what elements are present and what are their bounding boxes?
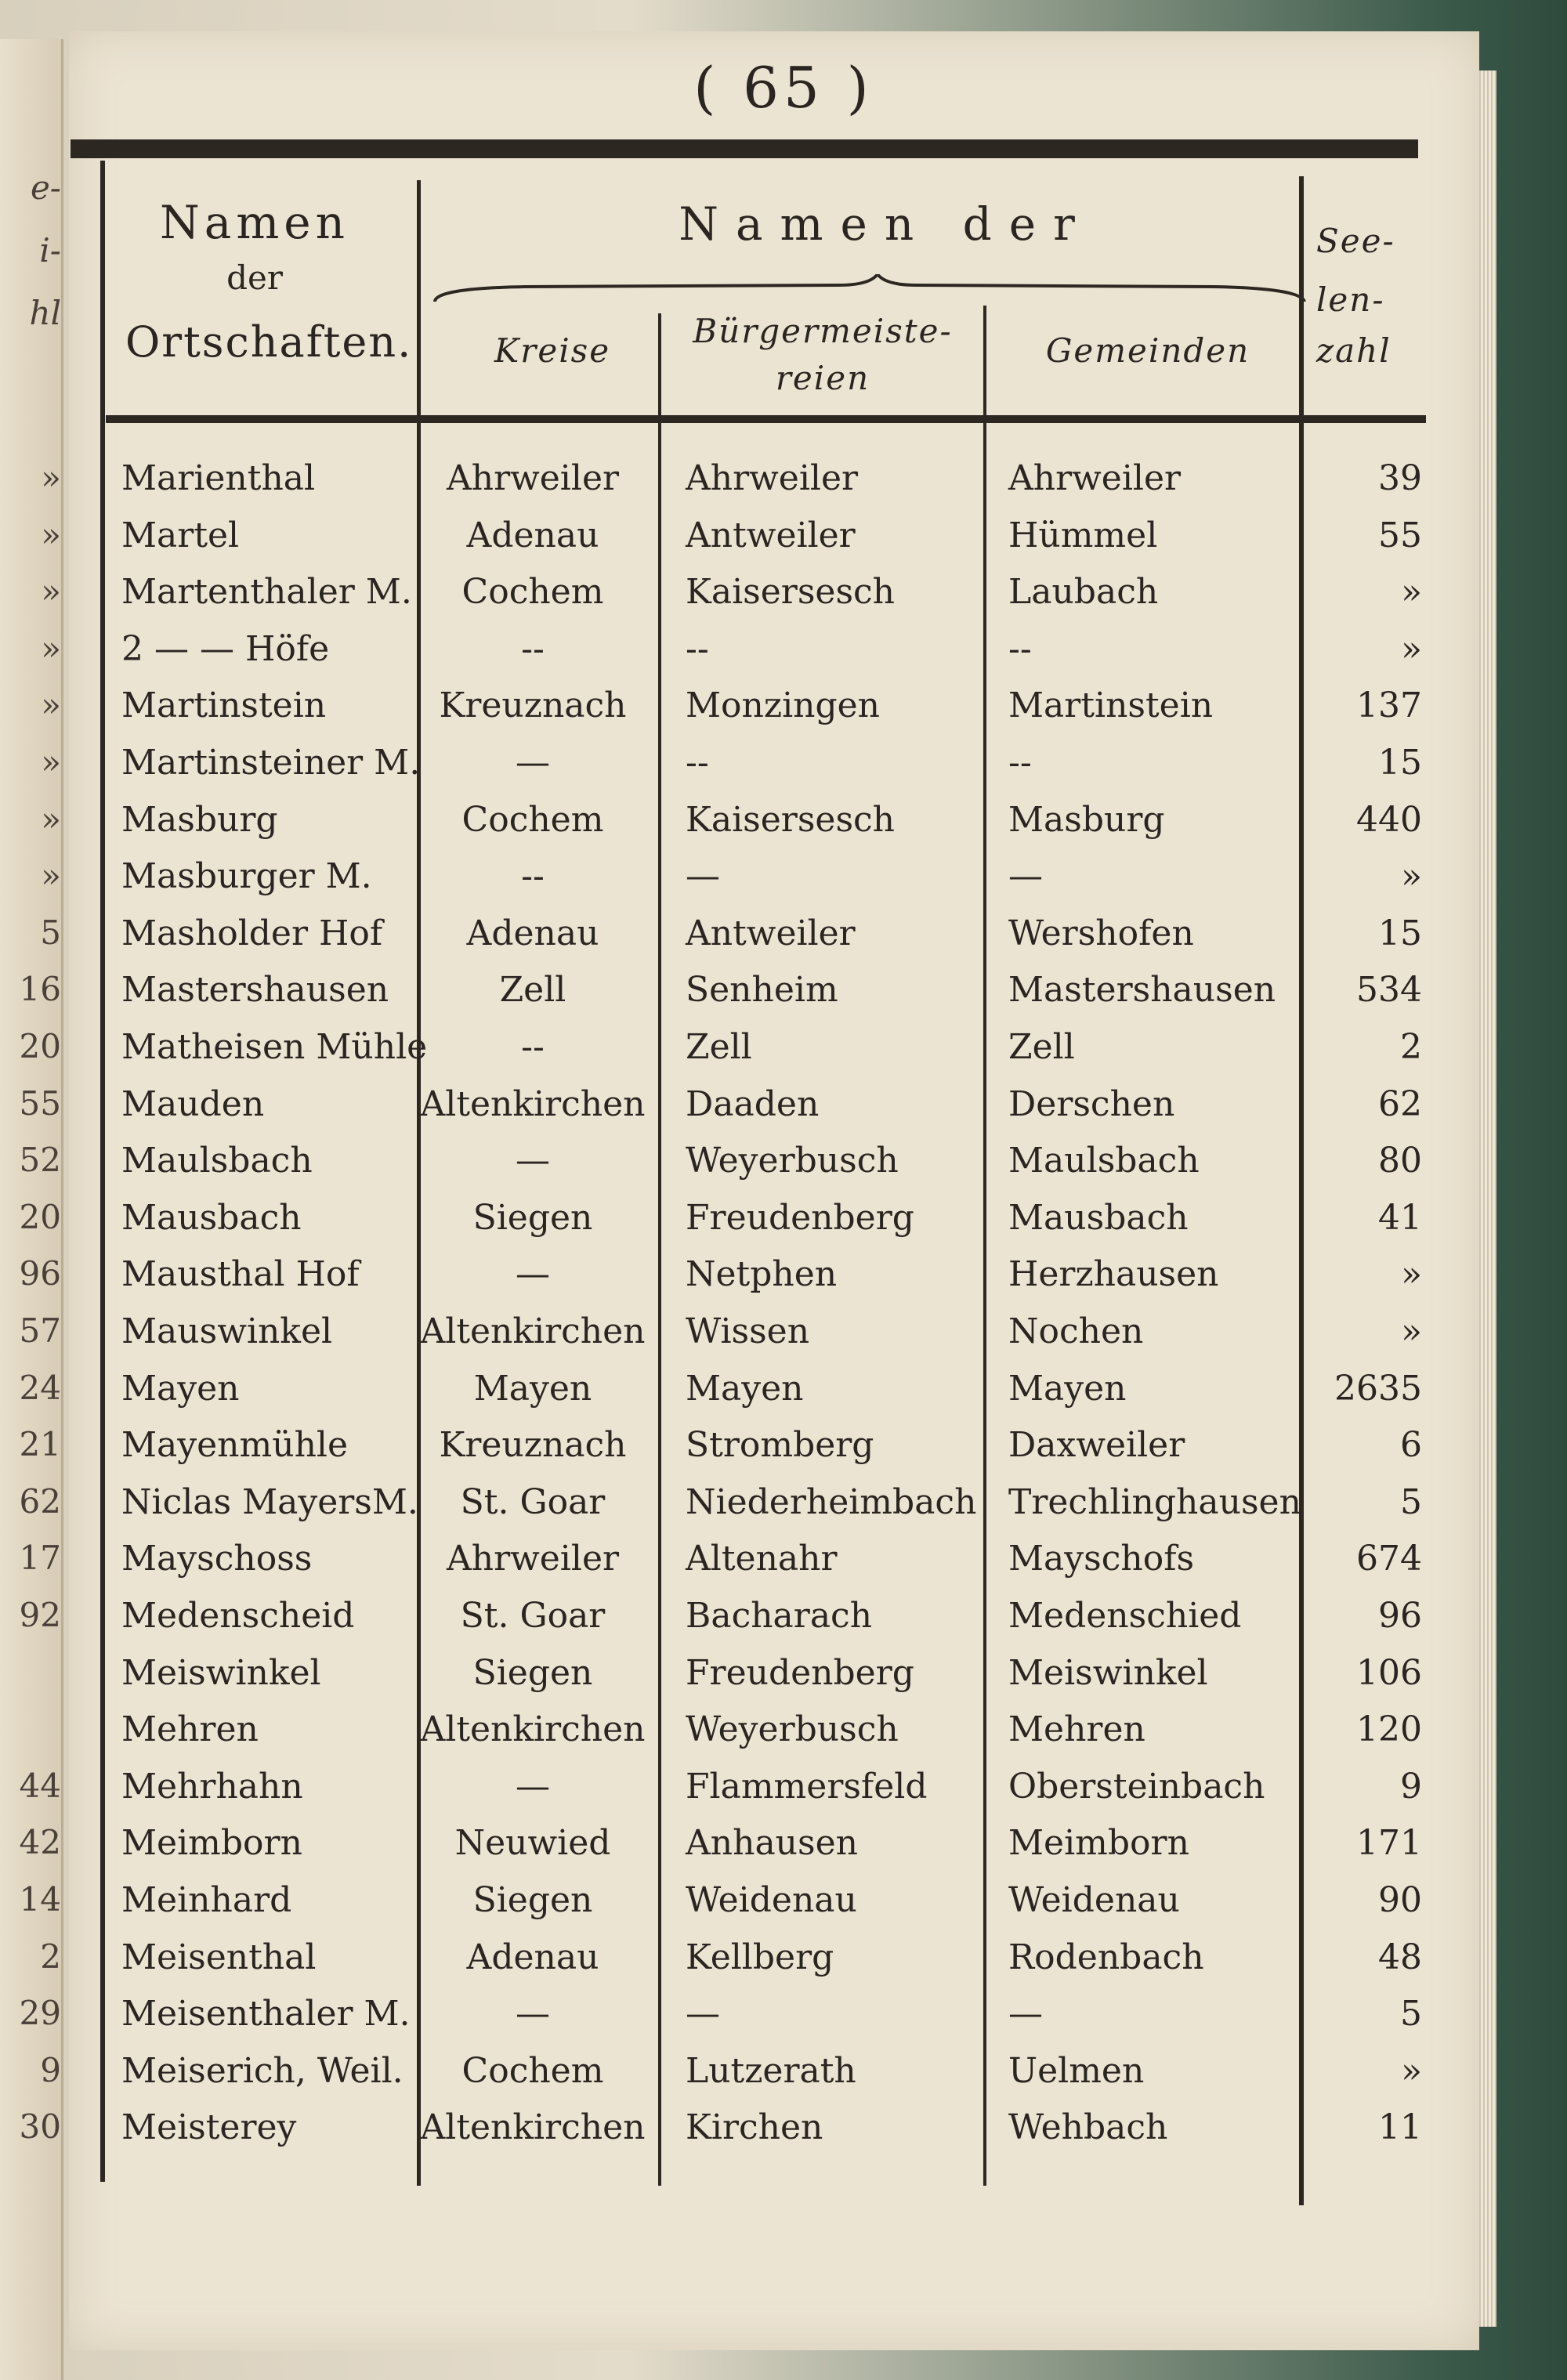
header-namen-der: Namen der bbox=[679, 197, 1092, 251]
cell-buergermeisterei: Daaden bbox=[686, 1083, 820, 1124]
cell-buergermeisterei: Monzingen bbox=[686, 685, 881, 726]
cell-place-name: Meisenthaler M. bbox=[121, 1994, 411, 2035]
cell-gemeinde: — bbox=[1008, 1994, 1043, 2035]
left-page-row-fragment: 44 bbox=[19, 1766, 61, 1805]
cell-seelenzahl: » bbox=[1401, 2050, 1422, 2091]
cell-kreis: Cochem bbox=[461, 2050, 604, 2091]
left-page-row-fragment: 29 bbox=[19, 1994, 61, 2033]
cell-seelenzahl: 5 bbox=[1400, 1994, 1422, 2035]
cell-place-name: Mausbach bbox=[121, 1197, 302, 1238]
col-rule-4 bbox=[1299, 176, 1304, 2205]
header-seelenzahl-3: zahl bbox=[1316, 331, 1391, 370]
left-page-row-fragment: » bbox=[41, 572, 61, 611]
left-page-row-fragment: 96 bbox=[19, 1254, 61, 1293]
cell-buergermeisterei: Zell bbox=[686, 1027, 752, 1067]
left-page-row-fragment: 92 bbox=[19, 1596, 61, 1634]
cell-buergermeisterei: -- bbox=[686, 743, 709, 783]
cell-seelenzahl: 534 bbox=[1356, 970, 1422, 1011]
cell-kreis: — bbox=[516, 1766, 550, 1807]
cell-place-name: Masburg bbox=[121, 799, 278, 840]
cell-kreis: — bbox=[516, 743, 550, 783]
cell-place-name: Martinsteiner M. bbox=[121, 743, 421, 783]
cell-seelenzahl: 2 bbox=[1400, 1027, 1422, 1067]
cell-kreis: Altenkirchen bbox=[420, 2107, 646, 2148]
left-page-edge bbox=[0, 39, 63, 2380]
cell-buergermeisterei: Weidenau bbox=[686, 1880, 857, 1920]
header-gemeinden: Gemeinden bbox=[1045, 331, 1250, 370]
cell-kreis: Neuwied bbox=[454, 1823, 611, 1864]
cell-place-name: Mayenmühle bbox=[121, 1425, 349, 1466]
cell-gemeinde: Herzhausen bbox=[1008, 1254, 1219, 1295]
left-page-header-fragment: i- bbox=[39, 231, 61, 269]
cell-place-name: Matheisen Mühle bbox=[121, 1027, 428, 1067]
page-number: ( 65 ) bbox=[693, 55, 874, 121]
header-seelenzahl-2: len- bbox=[1316, 280, 1385, 319]
cell-kreis: Altenkirchen bbox=[420, 1083, 646, 1124]
cell-buergermeisterei: Mayen bbox=[686, 1368, 804, 1409]
cell-kreis: Mayen bbox=[473, 1368, 592, 1409]
cell-seelenzahl: 674 bbox=[1356, 1539, 1422, 1579]
left-page-row-fragment: » bbox=[41, 856, 61, 895]
cell-seelenzahl: 55 bbox=[1378, 515, 1422, 555]
cell-kreis: Altenkirchen bbox=[420, 1311, 646, 1351]
cell-buergermeisterei: Weyerbusch bbox=[686, 1709, 899, 1750]
left-page-row-fragment: 24 bbox=[19, 1368, 61, 1407]
cell-place-name: Mayen bbox=[121, 1368, 240, 1409]
left-page-header-fragment: hl bbox=[29, 294, 61, 332]
cell-seelenzahl: 48 bbox=[1378, 1937, 1422, 1977]
cell-gemeinde: Daxweiler bbox=[1008, 1425, 1185, 1466]
cell-kreis: -- bbox=[521, 856, 545, 897]
left-page-row-fragment: 57 bbox=[19, 1311, 61, 1350]
left-page-row-fragment: 17 bbox=[19, 1539, 61, 1578]
cell-gemeinde: -- bbox=[1008, 628, 1032, 669]
cell-buergermeisterei: Altenahr bbox=[686, 1539, 838, 1579]
cell-gemeinde: Weidenau bbox=[1008, 1880, 1180, 1920]
cell-kreis: Altenkirchen bbox=[420, 1709, 646, 1750]
cell-buergermeisterei: Flammersfeld bbox=[686, 1766, 928, 1807]
cell-place-name: Mayschoss bbox=[121, 1539, 313, 1579]
cell-buergermeisterei: Bacharach bbox=[686, 1596, 873, 1636]
cell-buergermeisterei: Wissen bbox=[686, 1311, 810, 1351]
cell-kreis: St. Goar bbox=[460, 1596, 606, 1636]
header-bottom-rule bbox=[106, 415, 1426, 423]
cell-gemeinde: Mayschofs bbox=[1008, 1539, 1195, 1579]
cell-place-name: Masholder Hof bbox=[121, 913, 383, 953]
cell-kreis: Siegen bbox=[472, 1880, 593, 1920]
left-page-row-fragment: 2 bbox=[40, 1937, 61, 1976]
cell-buergermeisterei: Ahrweiler bbox=[686, 458, 859, 498]
header-brace bbox=[431, 274, 1308, 306]
left-page-row-fragment: » bbox=[41, 685, 61, 725]
cell-seelenzahl: 39 bbox=[1378, 458, 1422, 498]
cell-seelenzahl: » bbox=[1401, 1311, 1422, 1351]
cell-place-name: Maulsbach bbox=[121, 1141, 313, 1181]
cell-place-name: Mehrhahn bbox=[121, 1766, 303, 1807]
cell-seelenzahl: 171 bbox=[1356, 1823, 1422, 1864]
cell-gemeinde: Laubach bbox=[1008, 572, 1159, 613]
cell-buergermeisterei: Kaisersesch bbox=[686, 799, 896, 840]
left-page-row-fragment: » bbox=[41, 743, 61, 781]
cell-buergermeisterei: Antweiler bbox=[686, 515, 856, 555]
cell-kreis: Siegen bbox=[472, 1197, 593, 1238]
cell-seelenzahl: 9 bbox=[1400, 1766, 1422, 1807]
header-buergermeistereien-2: reien bbox=[775, 359, 870, 397]
cell-gemeinde: Medenschied bbox=[1008, 1596, 1242, 1636]
left-page-row-fragment: 20 bbox=[19, 1197, 61, 1236]
cell-kreis: St. Goar bbox=[460, 1481, 606, 1522]
cell-seelenzahl: 120 bbox=[1356, 1709, 1422, 1750]
cell-kreis: Kreuznach bbox=[439, 685, 627, 726]
cell-gemeinde: Meiswinkel bbox=[1008, 1652, 1208, 1693]
cell-place-name: Meimborn bbox=[121, 1823, 302, 1864]
cell-gemeinde: Martinstein bbox=[1008, 685, 1214, 726]
cell-place-name: Mehren bbox=[121, 1709, 259, 1750]
left-page-row-fragment: » bbox=[41, 799, 61, 838]
cell-buergermeisterei: Weyerbusch bbox=[686, 1141, 899, 1181]
cell-place-name: Masburger M. bbox=[121, 856, 372, 897]
cell-place-name: Meisenthal bbox=[121, 1937, 317, 1977]
cell-kreis: Ahrweiler bbox=[446, 1539, 620, 1579]
col-rule-3 bbox=[983, 306, 986, 2186]
header-der: der bbox=[226, 259, 283, 297]
cell-kreis: Zell bbox=[499, 970, 566, 1011]
left-page-row-fragment: 21 bbox=[19, 1425, 61, 1464]
cell-buergermeisterei: Netphen bbox=[686, 1254, 838, 1295]
left-page-row-fragment: » bbox=[41, 628, 61, 667]
cell-gemeinde: Wehbach bbox=[1008, 2107, 1168, 2148]
cell-gemeinde: Nochen bbox=[1008, 1311, 1144, 1351]
cell-gemeinde: Zell bbox=[1008, 1027, 1075, 1067]
cell-kreis: Ahrweiler bbox=[446, 458, 620, 498]
cell-seelenzahl: 96 bbox=[1378, 1596, 1422, 1636]
header-ortschaften: Ortschaften. bbox=[125, 317, 413, 367]
cell-buergermeisterei: — bbox=[686, 1994, 720, 2035]
cell-place-name: Mastershausen bbox=[121, 970, 389, 1011]
cell-gemeinde: Obersteinbach bbox=[1008, 1766, 1265, 1807]
cell-gemeinde: Mausbach bbox=[1008, 1197, 1189, 1238]
cell-gemeinde: Derschen bbox=[1008, 1083, 1175, 1124]
left-page-row-fragment: 55 bbox=[19, 1083, 61, 1123]
cell-seelenzahl: 6 bbox=[1400, 1425, 1422, 1466]
cell-buergermeisterei: Lutzerath bbox=[686, 2050, 856, 2091]
cell-buergermeisterei: Freudenberg bbox=[686, 1197, 914, 1238]
cell-place-name: Meinhard bbox=[121, 1880, 292, 1920]
cell-seelenzahl: 2635 bbox=[1334, 1368, 1422, 1409]
cell-place-name: Niclas MayersM. bbox=[121, 1481, 418, 1522]
cell-buergermeisterei: — bbox=[686, 856, 720, 897]
cell-buergermeisterei: Kaisersesch bbox=[686, 572, 896, 613]
cell-kreis: — bbox=[516, 1141, 550, 1181]
cell-place-name: Marienthal bbox=[121, 458, 316, 498]
cell-gemeinde: Ahrweiler bbox=[1008, 458, 1182, 498]
cell-kreis: -- bbox=[521, 1027, 545, 1067]
col-rule-2 bbox=[658, 313, 661, 2186]
cell-gemeinde: Uelmen bbox=[1008, 2050, 1145, 2091]
cell-seelenzahl: » bbox=[1401, 628, 1422, 669]
left-page-row-fragment: 30 bbox=[19, 2107, 61, 2147]
cell-buergermeisterei: Kellberg bbox=[686, 1937, 834, 1977]
cell-gemeinde: Hümmel bbox=[1008, 515, 1158, 555]
cell-gemeinde: — bbox=[1008, 856, 1043, 897]
header-kreise: Kreise bbox=[494, 331, 611, 370]
cell-buergermeisterei: Anhausen bbox=[686, 1823, 858, 1864]
cell-seelenzahl: 80 bbox=[1378, 1141, 1422, 1181]
cell-buergermeisterei: -- bbox=[686, 628, 709, 669]
header-namen-ortschaften: Namen bbox=[159, 196, 349, 249]
cell-gemeinde: Maulsbach bbox=[1008, 1141, 1200, 1181]
cell-gemeinde: -- bbox=[1008, 743, 1032, 783]
left-page-header-fragment: e- bbox=[30, 168, 61, 207]
left-border-rule bbox=[100, 161, 105, 2182]
cell-kreis: Cochem bbox=[461, 572, 604, 613]
cell-buergermeisterei: Stromberg bbox=[686, 1425, 874, 1466]
cell-kreis: Siegen bbox=[472, 1652, 593, 1693]
cell-kreis: -- bbox=[521, 628, 545, 669]
cell-kreis: Adenau bbox=[466, 515, 599, 555]
left-page-row-fragment: 42 bbox=[19, 1823, 61, 1862]
cell-gemeinde: Rodenbach bbox=[1008, 1937, 1204, 1977]
header-seelenzahl-1: See- bbox=[1316, 222, 1395, 260]
cell-gemeinde: Meimborn bbox=[1008, 1823, 1189, 1864]
cell-kreis: Cochem bbox=[461, 799, 604, 840]
left-page-row-fragment: 20 bbox=[19, 1027, 61, 1065]
cell-gemeinde: Trechlinghausen bbox=[1008, 1481, 1301, 1522]
cell-seelenzahl: 440 bbox=[1356, 799, 1422, 840]
cell-kreis: — bbox=[516, 1254, 550, 1295]
cell-place-name: Meiswinkel bbox=[121, 1652, 321, 1693]
cell-buergermeisterei: Freudenberg bbox=[686, 1652, 914, 1693]
left-page-row-fragment: 16 bbox=[19, 970, 61, 1009]
cell-place-name: Mausthal Hof bbox=[121, 1254, 360, 1295]
cell-gemeinde: Masburg bbox=[1008, 799, 1165, 840]
cell-place-name: 2 — — Höfe bbox=[121, 628, 330, 669]
cell-seelenzahl: 5 bbox=[1400, 1481, 1422, 1522]
cell-gemeinde: Mehren bbox=[1008, 1709, 1145, 1750]
cell-seelenzahl: » bbox=[1401, 856, 1422, 897]
top-rule bbox=[71, 139, 1418, 158]
cell-seelenzahl: 137 bbox=[1356, 685, 1422, 726]
cell-place-name: Meisterey bbox=[121, 2107, 297, 2148]
cell-place-name: Meiserich, Weil. bbox=[121, 2050, 404, 2091]
cell-seelenzahl: 90 bbox=[1378, 1880, 1422, 1920]
cell-seelenzahl: 62 bbox=[1378, 1083, 1422, 1124]
cell-kreis: Kreuznach bbox=[439, 1425, 627, 1466]
cell-seelenzahl: 15 bbox=[1378, 743, 1422, 783]
cell-seelenzahl: 106 bbox=[1356, 1652, 1422, 1693]
cell-place-name: Martel bbox=[121, 515, 240, 555]
cell-seelenzahl: 11 bbox=[1378, 2107, 1422, 2148]
left-page-row-fragment: 9 bbox=[40, 2050, 61, 2089]
cell-gemeinde: Wershofen bbox=[1008, 913, 1194, 953]
cell-place-name: Martinstein bbox=[121, 685, 327, 726]
cell-buergermeisterei: Senheim bbox=[686, 970, 838, 1011]
left-page-row-fragment: 14 bbox=[19, 1880, 61, 1919]
cell-place-name: Martenthaler M. bbox=[121, 572, 412, 613]
cell-seelenzahl: 41 bbox=[1378, 1197, 1422, 1238]
cell-gemeinde: Mastershausen bbox=[1008, 970, 1276, 1011]
cell-place-name: Medenscheid bbox=[121, 1596, 355, 1636]
cell-buergermeisterei: Niederheimbach bbox=[686, 1481, 977, 1522]
cell-seelenzahl: » bbox=[1401, 1254, 1422, 1295]
cell-kreis: Adenau bbox=[466, 913, 599, 953]
left-page-row-fragment: » bbox=[41, 458, 61, 497]
left-page-row-fragment: 52 bbox=[19, 1141, 61, 1180]
cell-seelenzahl: » bbox=[1401, 572, 1422, 613]
cell-buergermeisterei: Antweiler bbox=[686, 913, 856, 953]
cell-place-name: Mauswinkel bbox=[121, 1311, 333, 1351]
left-page-row-fragment: » bbox=[41, 515, 61, 554]
cell-place-name: Mauden bbox=[121, 1083, 265, 1124]
cell-seelenzahl: 15 bbox=[1378, 913, 1422, 953]
cell-kreis: Adenau bbox=[466, 1937, 599, 1977]
left-page-row-fragment: 62 bbox=[19, 1481, 61, 1521]
header-buergermeistereien-1: Bürgermeiste- bbox=[693, 312, 953, 350]
left-page-row-fragment: 5 bbox=[40, 913, 61, 952]
cell-gemeinde: Mayen bbox=[1008, 1368, 1127, 1409]
cell-kreis: — bbox=[516, 1994, 550, 2035]
cell-buergermeisterei: Kirchen bbox=[686, 2107, 823, 2148]
